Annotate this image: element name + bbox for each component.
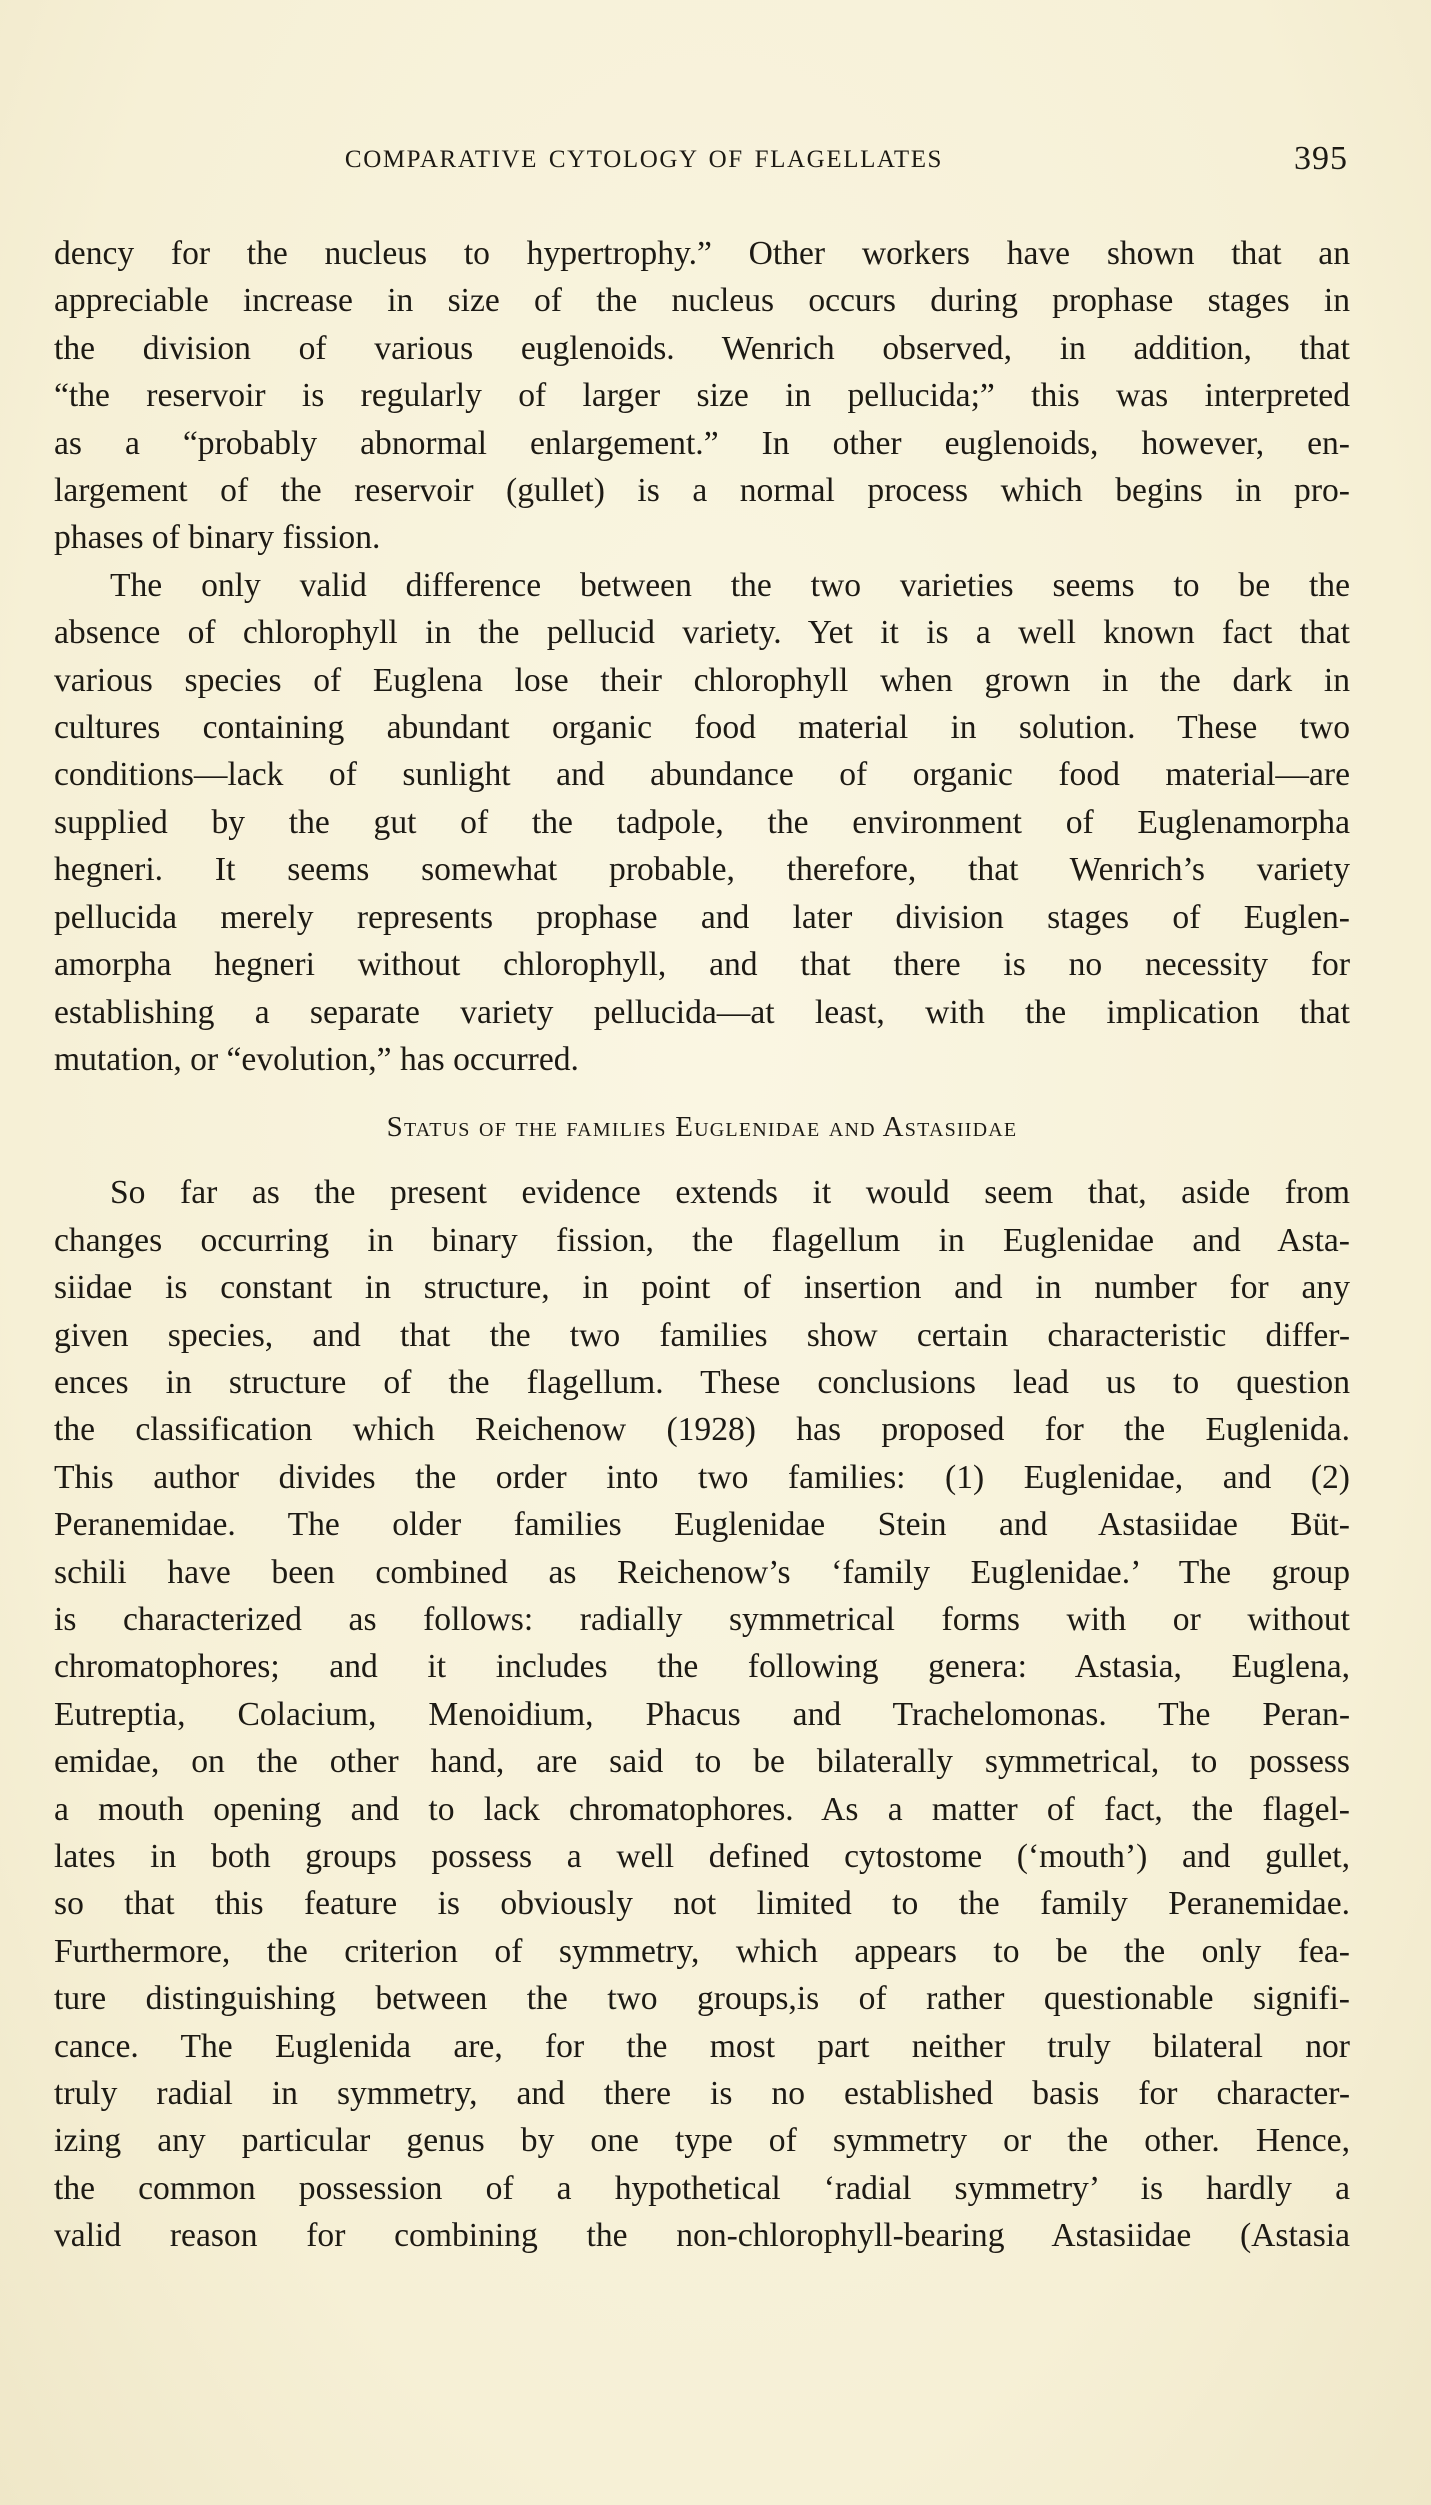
text-line: chromatophores; and it includes the following genera: Astasia, Euglena, bbox=[54, 1648, 1350, 1686]
text-line: izing any particular genus by one type of symmetry or the other. Hence, bbox=[54, 2122, 1350, 2160]
text-line: “the reservoir is regularly of larger size in pellucida;” this was interpreted bbox=[54, 377, 1350, 415]
text-line: amorpha hegneri without chlorophyll, and that there is no necessity for bbox=[54, 946, 1350, 984]
text-line: cance. The Euglenida are, for the most part neither truly bilateral nor bbox=[54, 2027, 1350, 2065]
running-head bbox=[54, 140, 1352, 180]
text-line: the classification which Reichenow (1928) has proposed for the Euglenida. bbox=[54, 1411, 1350, 1449]
text-line: The only valid difference between the two varieties seems to be the bbox=[110, 566, 1350, 604]
text-line: valid reason for combining the non-chlorophyll-bearing Astasiidae (Astasia bbox=[54, 2217, 1350, 2255]
text-line: truly radial in symmetry, and there is no established basis for character- bbox=[54, 2075, 1350, 2113]
text-line: conditions—lack of sunlight and abundance of organic food material—are bbox=[54, 756, 1350, 794]
text-line: siidae is constant in structure, in point of insertion and in number for any bbox=[54, 1269, 1350, 1307]
paragraph-1 bbox=[54, 230, 1350, 562]
text-line: appreciable increase in size of the nucleus occurs during prophase stages in bbox=[54, 282, 1350, 320]
text-line: a mouth opening and to lack chromatophores. As a matter of fact, the flagel- bbox=[54, 1790, 1350, 1828]
text-line: mutation, or “evolution,” has occurred. bbox=[54, 1040, 579, 1078]
text-line: Peranemidae. The older families Euglenidae Stein and Astasiidae Büt- bbox=[54, 1506, 1350, 1544]
text-line: given species, and that the two families show certain characteristic differ- bbox=[54, 1316, 1350, 1354]
text-line: the division of various euglenoids. Wenrich observed, in addition, that bbox=[54, 329, 1350, 367]
text-line: supplied by the gut of the tadpole, the environment of Euglenamorpha bbox=[54, 803, 1350, 841]
text-line: schili have been combined as Reichenow’s ‘family Euglenidae.’ The group bbox=[54, 1553, 1350, 1591]
text-line: Eutreptia, Colacium, Menoidium, Phacus and Trachelomonas. The Peran- bbox=[54, 1695, 1350, 1733]
text-line: Furthermore, the criterion of symmetry, which appears to be the only fea- bbox=[54, 1932, 1350, 1970]
text-line: various species of Euglena lose their chlorophyll when grown in the dark in bbox=[54, 661, 1350, 699]
text-line: as a “probably abnormal enlargement.” In other euglenoids, however, en- bbox=[54, 424, 1350, 462]
section-heading bbox=[54, 1107, 1350, 1147]
text-line: establishing a separate variety pellucida—at least, with the implication that bbox=[54, 993, 1350, 1031]
text-line: lates in both groups possess a well defined cytostome (‘mouth’) and gullet, bbox=[54, 1838, 1350, 1875]
text-line: largement of the reservoir (gullet) is a normal process which begins in pro- bbox=[54, 472, 1350, 510]
section-heading-text: Status of the families Euglenidae and Astasiidae bbox=[386, 1111, 1018, 1144]
text-line: ture distinguishing between the two groups,is of rather questionable signifi- bbox=[54, 1980, 1350, 2018]
text-line: emidae, on the other hand, are said to be bilaterally symmetrical, to possess bbox=[54, 1743, 1350, 1781]
running-title: COMPARATIVE CYTOLOGY OF FLAGELLATES bbox=[344, 146, 944, 173]
text-line: is characterized as follows: radially symmetrical forms with or without bbox=[54, 1600, 1350, 1638]
text-line: hegneri. It seems somewhat probable, therefore, that Wenrich’s variety bbox=[54, 851, 1350, 889]
paragraph-2 bbox=[54, 562, 1350, 1083]
text-line: This author divides the order into two families: (1) Euglenidae, and (2) bbox=[54, 1458, 1350, 1496]
body-text bbox=[54, 230, 1350, 2260]
text-line: phases of binary fission. bbox=[54, 519, 381, 557]
text-line: so that this feature is obviously not limited to the family Peranemidae. bbox=[54, 1885, 1350, 1923]
page-number: 395 bbox=[1294, 140, 1348, 177]
text-line: So far as the present evidence extends it would seem that, aside from bbox=[110, 1174, 1350, 1212]
text-line: absence of chlorophyll in the pellucid variety. Yet it is a well known fact that bbox=[54, 614, 1350, 652]
text-line: ences in structure of the flagellum. These conclusions lead us to question bbox=[54, 1363, 1350, 1401]
text-line: cultures containing abundant organic food material in solution. These two bbox=[54, 709, 1350, 747]
text-line: changes occurring in binary fission, the flagellum in Euglenidae and Asta- bbox=[54, 1221, 1350, 1259]
text-line: dency for the nucleus to hypertrophy.” Other workers have shown that an bbox=[54, 235, 1350, 272]
paragraph-3 bbox=[54, 1169, 1350, 2259]
text-line: pellucida merely represents prophase and later division stages of Euglen- bbox=[54, 898, 1350, 936]
text-line: the common possession of a hypothetical ‘radial symmetry’ is hardly a bbox=[54, 2169, 1350, 2207]
